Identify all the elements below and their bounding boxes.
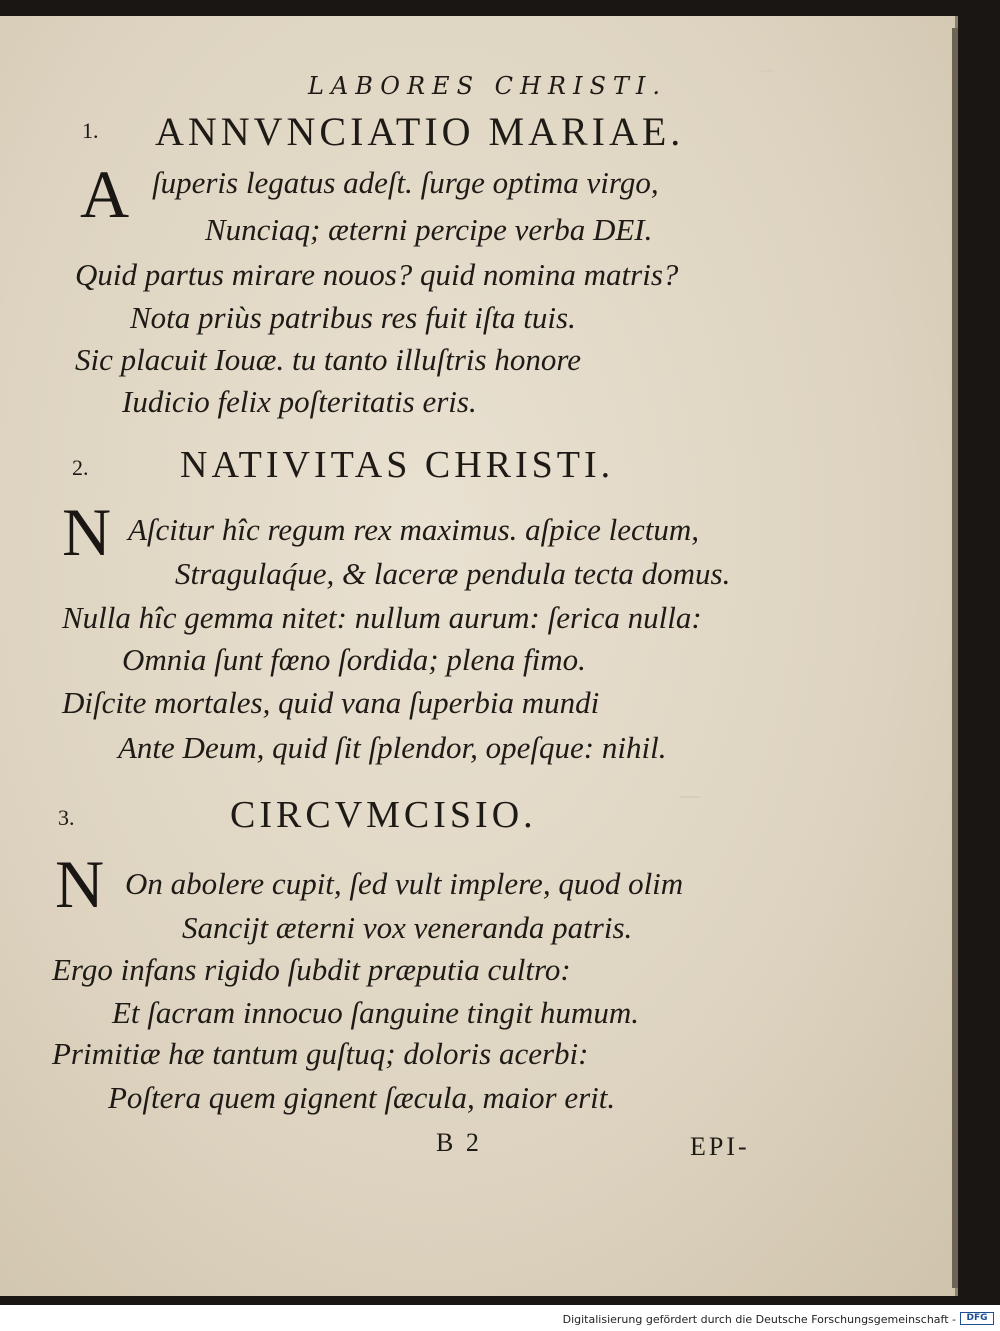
running-head: LABORES CHRISTI. (307, 72, 668, 100)
verse-line: Diſcite mortales, quid vana ſuperbia mundi (62, 685, 600, 720)
verse-line: Ergo infans rigido ſubdit præputia cultro: (52, 952, 571, 987)
verse-line: Sic placuit Iouæ. tu tanto illuſtris honore (75, 342, 582, 377)
section-number: 3. (58, 805, 75, 830)
verse-line: ſuperis legatus adeſt. ſurge optima virgo, (152, 165, 659, 200)
verse-line: Sancijt æterni vox veneranda patris. (182, 910, 633, 945)
section-title: ANNVNCIATIO MARIAE. (155, 109, 685, 154)
section-title: CIRCVMCISIO. (230, 794, 537, 836)
drop-cap: N (62, 494, 112, 570)
signature-mark: B 2 (436, 1128, 482, 1157)
verse-line: Primitiæ hæ tantum guſtuq; doloris acerbi: (52, 1036, 589, 1071)
section-number: 1. (82, 118, 99, 143)
verse-line: Et ſacram innocuo ſanguine tingit humum. (112, 995, 639, 1030)
verse-line: Poſtera quem gignent ſæcula, maior erit. (108, 1080, 616, 1115)
section-title: NATIVITAS CHRISTI. (180, 444, 615, 486)
verse-line: Nunciaq; æterni percipe verba DEI. (205, 212, 653, 247)
page-edge (952, 28, 958, 1288)
attribution-text: Digitalisierung gefördert durch die Deutsche Forschungsgemeinschaft - (562, 1313, 956, 1326)
bleed-mark (760, 70, 774, 72)
verse-line: Iudicio felix poſteritatis eris. (122, 384, 477, 419)
verse-line: On abolere cupit, ſed vult implere, quod olim (125, 866, 684, 901)
bleed-mark (680, 796, 700, 798)
verse-line: Ante Deum, quid ſit ſplendor, opeſque: nihil. (118, 730, 667, 765)
drop-cap: A (80, 156, 130, 232)
verse-line: Omnia ſunt fœno ſordida; plena fimo. (122, 642, 586, 677)
section-number: 2. (72, 455, 89, 480)
verse-line: Nota priùs patribus res fuit iſta tuis. (130, 300, 576, 335)
verse-line: Quid partus mirare nouos? quid nomina matris? (75, 257, 679, 292)
dfg-logo: DFG (960, 1312, 994, 1325)
verse-line: Aſcitur hîc regum rex maximus. aſpice lectum, (128, 512, 700, 547)
drop-cap: N (55, 846, 105, 922)
verse-line: Nulla hîc gemma nitet: nullum aurum: ſerica nulla: (62, 600, 702, 635)
catchword: EPI- (690, 1132, 750, 1161)
verse-line: Stragulaq́ue, & laceræ pendula tecta domus. (175, 556, 731, 591)
